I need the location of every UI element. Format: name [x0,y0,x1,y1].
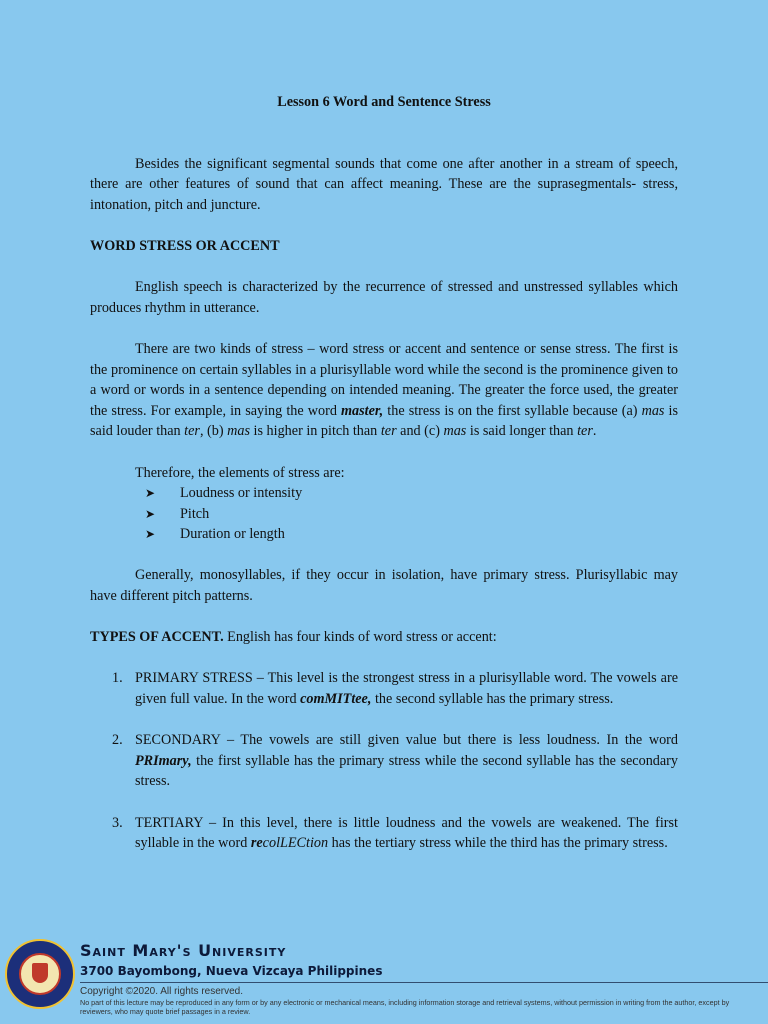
footer [0,935,768,1024]
list-item-secondary: 2. SECONDARY – The vowels are still given value but there is less loudness. In the word PRImary, the first syllable has the primary stress while the second syllable has the secondary stress. [112,732,678,790]
kinds-of-stress-paragraph: There are two kinds of stress – word stress or accent and sentence or sense stress. The first is the prominence on certain syllables in a plurisyllable word while the second is the prominence given to a word or words in a sentence depending on intended meaning. The greater the force used, the greater the stress. For example, in saying the word master, the stress is on the first syllable because (a) mas is said louder than ter, (b) mas is higher in pitch than ter and (c) mas is said longer than ter. [90,340,679,440]
types-of-accent-paragraph: TYPES OF ACCENT. English has four kinds of word stress or accent: [90,629,497,646]
disclaimer-text: No part of this lecture may be reproduced in any form or by any electronic or mechanical means, including information storage and retrieval systems, without permission in writing from the author, except by reviewers, who may quote brief passages in a review. [80,998,730,1016]
list-item-primary: 1. PRIMARY STRESS – This level is the strongest stress in a plurisyllable word. The vowels are given full value. In the word comMITtee, the second syllable has the primary stress. [112,670,678,708]
monosyllables-paragraph: Generally, monosyllables, if they occur in isolation, have primary stress. Plurisyllabic may have different pitch patterns. [90,567,678,605]
types-list [90,668,678,853]
university-name: Saint Mary's University [80,941,287,960]
footer-divider [80,982,768,983]
intro-paragraph: Besides the significant segmental sounds that come one after another in a stream of speech, there are other features of sound that can affect meaning. These are the suprasegmentals- stress, intonation, pitch and juncture. [90,155,678,213]
arrow-bullet-icon: ➤ [145,486,156,501]
university-seal-icon [5,939,75,1009]
section-heading: WORD STRESS OR ACCENT [90,237,280,254]
types-label: TYPES OF ACCENT. [90,629,224,646]
copyright-notice: Copyright ©2020. All rights reserved. [80,986,244,997]
lesson-title: Lesson 6 Word and Sentence Stress [277,94,491,110]
university-address: 3700 Bayombong, Nueva Vizcaya Philippines [80,964,383,978]
arrow-bullet-icon: ➤ [145,506,156,521]
arrow-bullet-icon: ➤ [145,527,156,542]
list-item-tertiary: 3. TERTIARY – In this level, there is little loudness and the vowels are weakened. The first syllable in the word recolLECtion has the tertiary stress while the third has the primary stress. [112,814,678,852]
rhythm-paragraph: English speech is characterized by the recurrence of stressed and unstressed syllables which produces rhythm in utterance. [90,279,678,316]
list-item: ➤ Duration or length [145,524,678,545]
document-body [90,92,678,854]
example-word-master: master, [341,402,384,419]
elements-intro: Therefore, the elements of stress are: [135,464,345,481]
elements-list [90,483,678,545]
list-item: ➤ Loudness or intensity [145,483,678,504]
list-item: ➤ Pitch [145,504,678,525]
